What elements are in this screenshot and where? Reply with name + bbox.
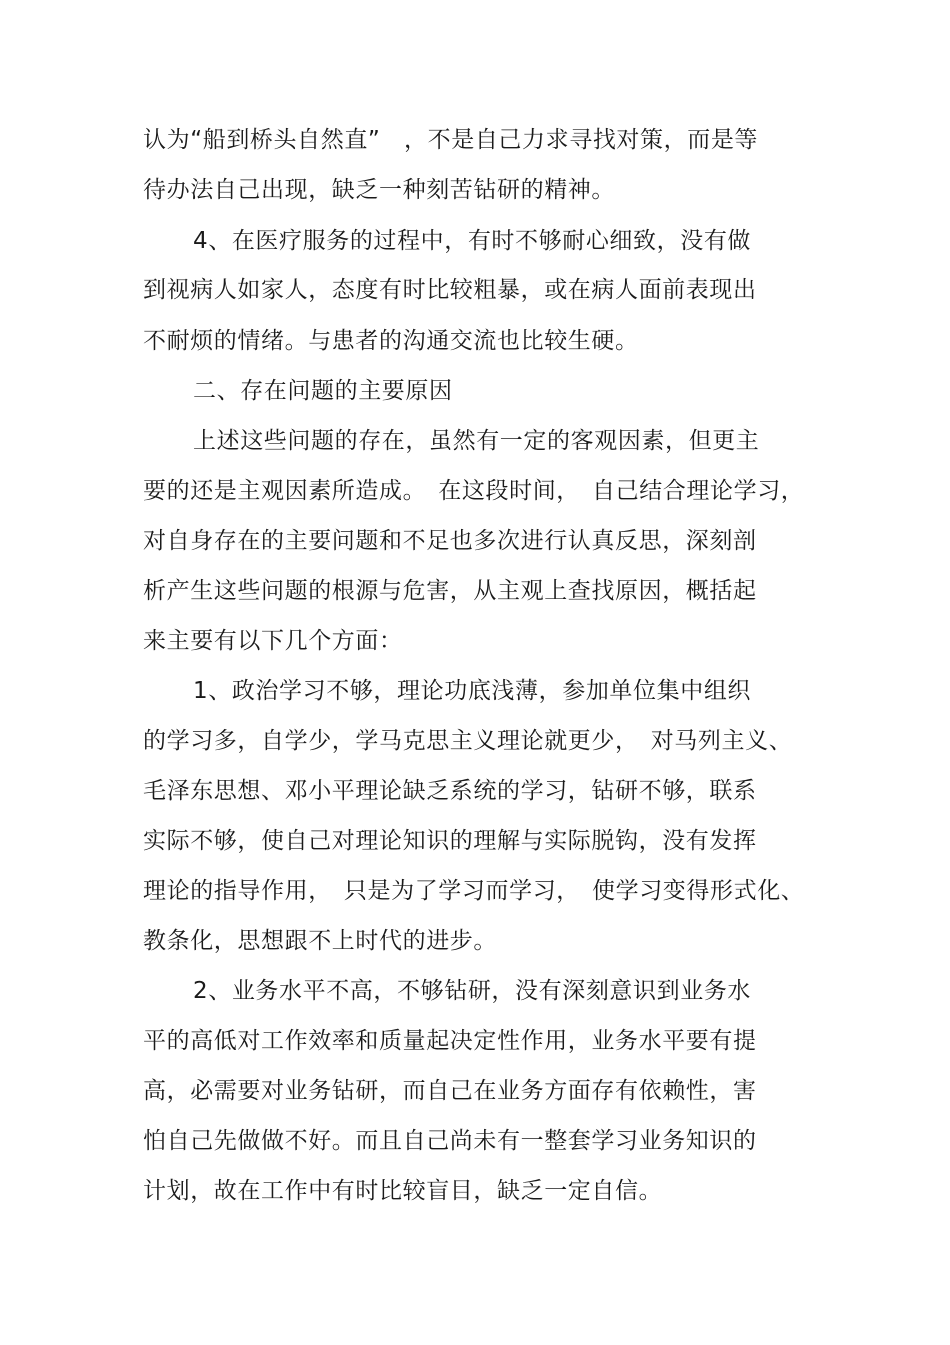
section-heading: 二、存在问题的主要原因 (193, 378, 453, 404)
text-line: 理论的指导作用， 只是为了学习而学习， 使学习变得形式化、 (143, 878, 805, 904)
text-line: 来主要有以下几个方面： (143, 628, 403, 654)
text-line: 析产生这些问题的根源与危害，从主观上查找原因，概括起 (143, 578, 757, 604)
text-line: 4、在医疗服务的过程中，有时不够耐心细致，没有做 (193, 228, 752, 254)
text-line: 毛泽东思想、邓小平理论缺乏系统的学习，钻研不够，联系 (143, 778, 757, 804)
text-line: 对自身存在的主要问题和不足也多次进行认真反思，深刻剖 (143, 528, 757, 554)
text-line: 平的高低对工作效率和质量起决定性作用，业务水平要有提 (143, 1028, 757, 1054)
text-line: 2、业务水平不高，不够钻研，没有深刻意识到业务水 (193, 978, 752, 1004)
text-line: 要的还是主观因素所造成。 在这段时间， 自己结合理论学习， (143, 478, 805, 504)
text-line: 1、政治学习不够，理论功底浅薄，参加单位集中组织 (193, 678, 752, 704)
text-line: 上述这些问题的存在，虽然有一定的客观因素，但更主 (193, 428, 760, 454)
text-line: 实际不够，使自己对理论知识的理解与实际脱钩，没有发挥 (143, 828, 757, 854)
text-line: 的学习多，自学少，学马克思主义理论就更少， 对马列主义、 (143, 728, 793, 754)
text-line: 不耐烦的情绪。与患者的沟通交流也比较生硬。 (143, 328, 639, 354)
text-line: 认为“船到桥头自然直” ，不是自己力求寻找对策，而是等 (143, 127, 759, 153)
text-line: 计划，故在工作中有时比较盲目，缺乏一定自信。 (143, 1178, 663, 1204)
text-line: 待办法自己出现，缺乏一种刻苦钻研的精神。 (143, 177, 615, 203)
text-line: 怕自己先做做不好。而且自己尚未有一整套学习业务知识的 (143, 1128, 757, 1154)
text-line: 到视病人如家人，态度有时比较粗暴，或在病人面前表现出 (143, 277, 757, 303)
text-line: 教条化，思想跟不上时代的进步。 (143, 928, 497, 954)
text-line: 高，必需要对业务钻研，而自己在业务方面存有依赖性，害 (143, 1078, 757, 1104)
